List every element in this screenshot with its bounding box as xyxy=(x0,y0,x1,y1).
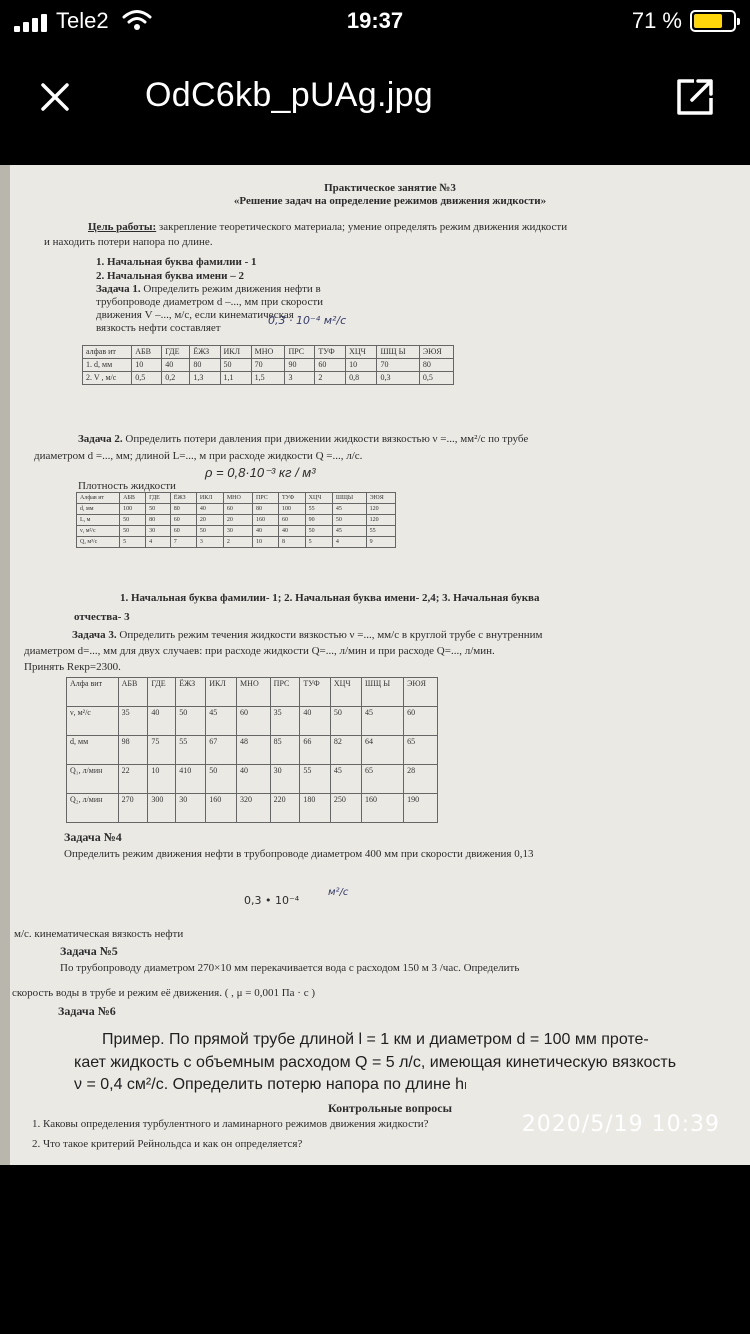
table-cell: 60 xyxy=(170,526,196,537)
goal-line-2: и находить потери напора по длине. xyxy=(44,236,213,248)
table-cell: ИКЛ xyxy=(220,346,251,359)
table-cell: 120 xyxy=(366,504,395,515)
table-cell: 67 xyxy=(206,736,237,765)
status-time: 19:37 xyxy=(346,8,404,33)
table-cell: 50 xyxy=(305,526,332,537)
task1-line3: движения V –..., м/с, если кинематическая xyxy=(96,309,294,321)
table-row xyxy=(77,515,396,526)
table-cell: АБВ xyxy=(132,346,162,359)
table-cell: Q, м³/с xyxy=(77,537,120,548)
table-cell: ХЦЧ xyxy=(346,346,377,359)
section3-line1: 1. Начальная буква фамилии- 1; 2. Начальная буква имени- 2,4; 3. Начальная буква xyxy=(120,592,540,604)
task4-handwritten-units: м²/с xyxy=(328,887,349,898)
table-cell: 220 xyxy=(270,794,300,823)
table-cell: 60 xyxy=(315,359,346,372)
photo-viewer[interactable] xyxy=(0,165,750,1165)
table-cell: 64 xyxy=(362,736,404,765)
table-cell: 30 xyxy=(146,526,171,537)
question-1: 1. Каковы определения турбулентного и ламинарного режимов движения жидкости? xyxy=(32,1118,429,1130)
table-cell: 50 xyxy=(196,526,223,537)
table-cell: 40 xyxy=(162,359,190,372)
item-2: 2. Начальная буква имени – 2 xyxy=(96,270,244,282)
table-cell: ПРС xyxy=(285,346,315,359)
table-cell: ИКЛ xyxy=(196,493,223,504)
table-cell: 50 xyxy=(332,515,366,526)
table-cell: ТУФ xyxy=(279,493,306,504)
table-cell: 60 xyxy=(279,515,306,526)
table-cell: ЭЮЯ xyxy=(404,678,438,707)
table-row xyxy=(77,537,396,548)
table-cell: 180 xyxy=(300,794,331,823)
table-cell: 82 xyxy=(330,736,361,765)
table-cell: ГДЕ xyxy=(148,678,176,707)
close-icon[interactable] xyxy=(30,72,80,122)
table-cell: 40 xyxy=(300,707,331,736)
status-bar xyxy=(0,0,750,44)
task2-line1: Задача 2. Определить потери давления при движении жидкости вязкостью ν =..., мм²/с по трубе xyxy=(78,433,529,445)
file-name: OdC6kb_pUAg.jpg xyxy=(145,76,434,114)
table-row xyxy=(83,346,454,359)
table-cell: МНО xyxy=(223,493,252,504)
task1-line4: вязкость нефти составляет xyxy=(96,322,221,334)
table-cell: 2 xyxy=(223,537,252,548)
open-external-icon[interactable] xyxy=(670,72,720,122)
table-cell: Q₁, л/мин xyxy=(67,765,119,794)
doc-subtitle: «Решение задач на определение режимов движения жидкости» xyxy=(233,195,547,207)
table-cell: 20 xyxy=(223,515,252,526)
table-cell: 100 xyxy=(120,504,146,515)
table-cell: d, мм xyxy=(67,736,119,765)
table-cell: 40 xyxy=(148,707,176,736)
table-cell: 50 xyxy=(146,504,171,515)
table-cell: 65 xyxy=(362,765,404,794)
table-cell: ТУФ xyxy=(315,346,346,359)
table-cell: 4 xyxy=(332,537,366,548)
table-row xyxy=(77,493,396,504)
control-title: Контрольные вопросы xyxy=(328,1101,452,1115)
table-cell: 320 xyxy=(237,794,271,823)
photo-timestamp: 2020/5/19 10:39 xyxy=(521,1112,720,1137)
table-cell: 0,2 xyxy=(162,372,190,385)
table-cell: L, м xyxy=(77,515,120,526)
table-cell: 22 xyxy=(118,765,148,794)
task3-line2: диаметром d=..., мм для двух случаев: при расходе жидкости Q=..., л/мин и при расходе Q=..., л/мин. xyxy=(24,645,495,657)
example-line3: ν = 0,4 см²/с. Определить потерю напора по длине hₗ xyxy=(74,1076,467,1093)
task4-handwritten: 0,3 • 10⁻⁴ xyxy=(244,894,300,907)
table-task2 xyxy=(76,492,396,548)
table-cell: 80 xyxy=(253,504,279,515)
table-cell: ШЩ Ы xyxy=(362,678,404,707)
table-cell: ЭЮЯ xyxy=(366,493,395,504)
battery-percent: 71 % xyxy=(631,8,682,33)
battery-icon xyxy=(690,10,736,32)
table-cell: 1,3 xyxy=(190,372,220,385)
table-cell: 45 xyxy=(332,504,366,515)
density-formula: ρ = 0,8·10⁻³ кг / м³ xyxy=(205,465,316,480)
table-cell: 10 xyxy=(148,765,176,794)
table-cell: 270 xyxy=(118,794,148,823)
table-cell: АБВ xyxy=(120,493,146,504)
table-row xyxy=(67,707,438,736)
handwritten-viscosity: 0,3 · 10⁻⁴ м²/с xyxy=(268,314,347,327)
table-cell: 3 xyxy=(196,537,223,548)
table-cell: ЁЖЗ xyxy=(190,346,220,359)
table-cell: 55 xyxy=(176,736,206,765)
table-cell: алфав ит xyxy=(83,346,132,359)
table-cell: d, мм xyxy=(77,504,120,515)
table-cell: 60 xyxy=(170,515,196,526)
table-cell: 250 xyxy=(330,794,361,823)
table-cell: 120 xyxy=(366,515,395,526)
table-cell: 0,8 xyxy=(346,372,377,385)
table-cell: 8 xyxy=(279,537,306,548)
table-cell: 45 xyxy=(332,526,366,537)
goal-line: Цель работы: закрепление теоретического материала; умение определять режим движения жидкости xyxy=(88,221,568,233)
table-cell: 90 xyxy=(305,515,332,526)
table-cell: 28 xyxy=(404,765,438,794)
table-row xyxy=(83,372,454,385)
table-cell: 80 xyxy=(146,515,171,526)
table-row xyxy=(83,359,454,372)
table-cell: 160 xyxy=(206,794,237,823)
table-cell: ПРС xyxy=(253,493,279,504)
table-cell: ХЦЧ xyxy=(305,493,332,504)
table-cell: 66 xyxy=(300,736,331,765)
document-page xyxy=(10,165,750,1165)
table-cell: 7 xyxy=(170,537,196,548)
table-cell: 1,5 xyxy=(251,372,285,385)
table-cell: ν, м²/с xyxy=(67,707,119,736)
table-cell: 10 xyxy=(346,359,377,372)
table-cell: 48 xyxy=(237,736,271,765)
table-cell: 55 xyxy=(366,526,395,537)
task5-title: Задача №5 xyxy=(60,944,118,958)
task5-line2: скорость воды в трубе и режим её движения. ( , μ = 0,001 Па · с ) xyxy=(12,987,315,999)
table-cell: 1,1 xyxy=(220,372,251,385)
table-cell: 35 xyxy=(118,707,148,736)
table-cell: 190 xyxy=(404,794,438,823)
task3-line3: Принять Reкр=2300. xyxy=(24,661,121,673)
carrier-name: Tele2 xyxy=(56,8,109,33)
table-cell: 60 xyxy=(404,707,438,736)
table-cell: 70 xyxy=(377,359,419,372)
table-cell: 300 xyxy=(148,794,176,823)
table-cell: ПРС xyxy=(270,678,300,707)
table-cell: 80 xyxy=(419,359,453,372)
table-cell: 80 xyxy=(170,504,196,515)
density-label: Плотность жидкости xyxy=(78,480,176,492)
table-cell: 2 xyxy=(315,372,346,385)
table-cell: ХЦЧ xyxy=(330,678,361,707)
table-cell: 60 xyxy=(237,707,271,736)
table-cell: 45 xyxy=(206,707,237,736)
task5-line1: По трубопроводу диаметром 270×10 мм перекачивается вода с расходом 150 м 3 /час. Определить xyxy=(60,962,520,974)
battery-level xyxy=(694,14,722,28)
table-cell: 40 xyxy=(196,504,223,515)
table-cell: ЁЖЗ xyxy=(170,493,196,504)
table-cell: 50 xyxy=(330,707,361,736)
task1-line2: трубопроводе диаметром d –..., мм при скорости xyxy=(96,296,324,308)
table-row xyxy=(67,736,438,765)
table-cell: 0,5 xyxy=(132,372,162,385)
table-cell: ЭЮЯ xyxy=(419,346,453,359)
task4-line2: м/с. кинематическая вязкость нефти xyxy=(14,928,184,940)
table-row xyxy=(67,678,438,707)
table-cell: Q₂, л/мин xyxy=(67,794,119,823)
table-cell: ν, м²/с xyxy=(77,526,120,537)
table-cell: 98 xyxy=(118,736,148,765)
table-cell: АБВ xyxy=(118,678,148,707)
table-cell: 50 xyxy=(120,526,146,537)
table-cell: МНО xyxy=(237,678,271,707)
table-cell: ШЩ Ы xyxy=(377,346,419,359)
table-cell: 20 xyxy=(196,515,223,526)
table-cell: 30 xyxy=(223,526,252,537)
task3-line1: Задача 3. Определить режим течения жидкости вязкостью ν =..., мм/с в круглой трубе с внутренним xyxy=(72,629,543,641)
item-1: 1. Начальная буква фамилии - 1 xyxy=(96,256,257,268)
table-cell: 30 xyxy=(176,794,206,823)
table-row xyxy=(67,765,438,794)
table-cell: ЁЖЗ xyxy=(176,678,206,707)
table-cell: 55 xyxy=(305,504,332,515)
table-cell: Алфа вит xyxy=(67,678,119,707)
table-cell: 9 xyxy=(366,537,395,548)
table-cell: ГДЕ xyxy=(162,346,190,359)
table-cell: 2. V , м/с xyxy=(83,372,132,385)
table-cell: 160 xyxy=(362,794,404,823)
table-cell: 160 xyxy=(253,515,279,526)
table-cell: 65 xyxy=(404,736,438,765)
table-cell: 40 xyxy=(253,526,279,537)
example-line2: кает жидкость с объемным расходом Q = 5 л/с, имеющая кинетическую вязкость xyxy=(74,1054,677,1071)
table-cell: 0,3 xyxy=(377,372,419,385)
task1-line1: Задача 1. Определить режим движения нефти в xyxy=(96,283,321,295)
table-cell: 410 xyxy=(176,765,206,794)
table-cell: 75 xyxy=(148,736,176,765)
table-cell: ТУФ xyxy=(300,678,331,707)
table-cell: 45 xyxy=(362,707,404,736)
table-cell: ГДЕ xyxy=(146,493,171,504)
table-cell: 45 xyxy=(330,765,361,794)
example-line1: Пример. По прямой трубе длиной l = 1 км и диаметром d = 100 мм проте- xyxy=(102,1031,649,1048)
section3-line2: отчества- 3 xyxy=(74,611,130,623)
table-cell: 4 xyxy=(146,537,171,548)
question-2: 2. Что такое критерий Рейнольдса и как он определяется? xyxy=(32,1138,303,1150)
table-row xyxy=(77,504,396,515)
task2-line2: диаметром d =..., мм; длиной L=..., м при расходе жидкости Q =..., л/с. xyxy=(34,450,363,462)
table-cell: 70 xyxy=(251,359,285,372)
viewer-toolbar xyxy=(0,44,750,148)
table-task3 xyxy=(66,677,438,823)
table-cell: 80 xyxy=(190,359,220,372)
task4-line1: Определить режим движения нефти в трубопроводе диаметром 400 мм при скорости движения 0,13 xyxy=(64,848,534,860)
table-row xyxy=(67,794,438,823)
table-cell: 10 xyxy=(253,537,279,548)
table-task1 xyxy=(82,345,454,385)
task4-title: Задача №4 xyxy=(64,830,122,844)
table-cell: 90 xyxy=(285,359,315,372)
table-cell: ИКЛ xyxy=(206,678,237,707)
table-cell: МНО xyxy=(251,346,285,359)
table-cell: 5 xyxy=(120,537,146,548)
doc-title: Практическое занятие №3 xyxy=(324,182,456,194)
table-cell: ШЩЫ xyxy=(332,493,366,504)
table-row xyxy=(77,526,396,537)
table-cell: 40 xyxy=(279,526,306,537)
table-cell: Алфав ит xyxy=(77,493,120,504)
table-cell: 100 xyxy=(279,504,306,515)
task6-title: Задача №6 xyxy=(58,1004,116,1018)
table-cell: 85 xyxy=(270,736,300,765)
table-cell: 55 xyxy=(300,765,331,794)
table-cell: 50 xyxy=(120,515,146,526)
table-cell: 30 xyxy=(270,765,300,794)
table-cell: 1. d, мм xyxy=(83,359,132,372)
table-cell: 0,5 xyxy=(419,372,453,385)
table-cell: 35 xyxy=(270,707,300,736)
table-cell: 3 xyxy=(285,372,315,385)
table-cell: 50 xyxy=(206,765,237,794)
table-cell: 60 xyxy=(223,504,252,515)
table-cell: 50 xyxy=(176,707,206,736)
table-cell: 40 xyxy=(237,765,271,794)
table-cell: 5 xyxy=(305,537,332,548)
table-cell: 10 xyxy=(132,359,162,372)
table-cell: 50 xyxy=(220,359,251,372)
